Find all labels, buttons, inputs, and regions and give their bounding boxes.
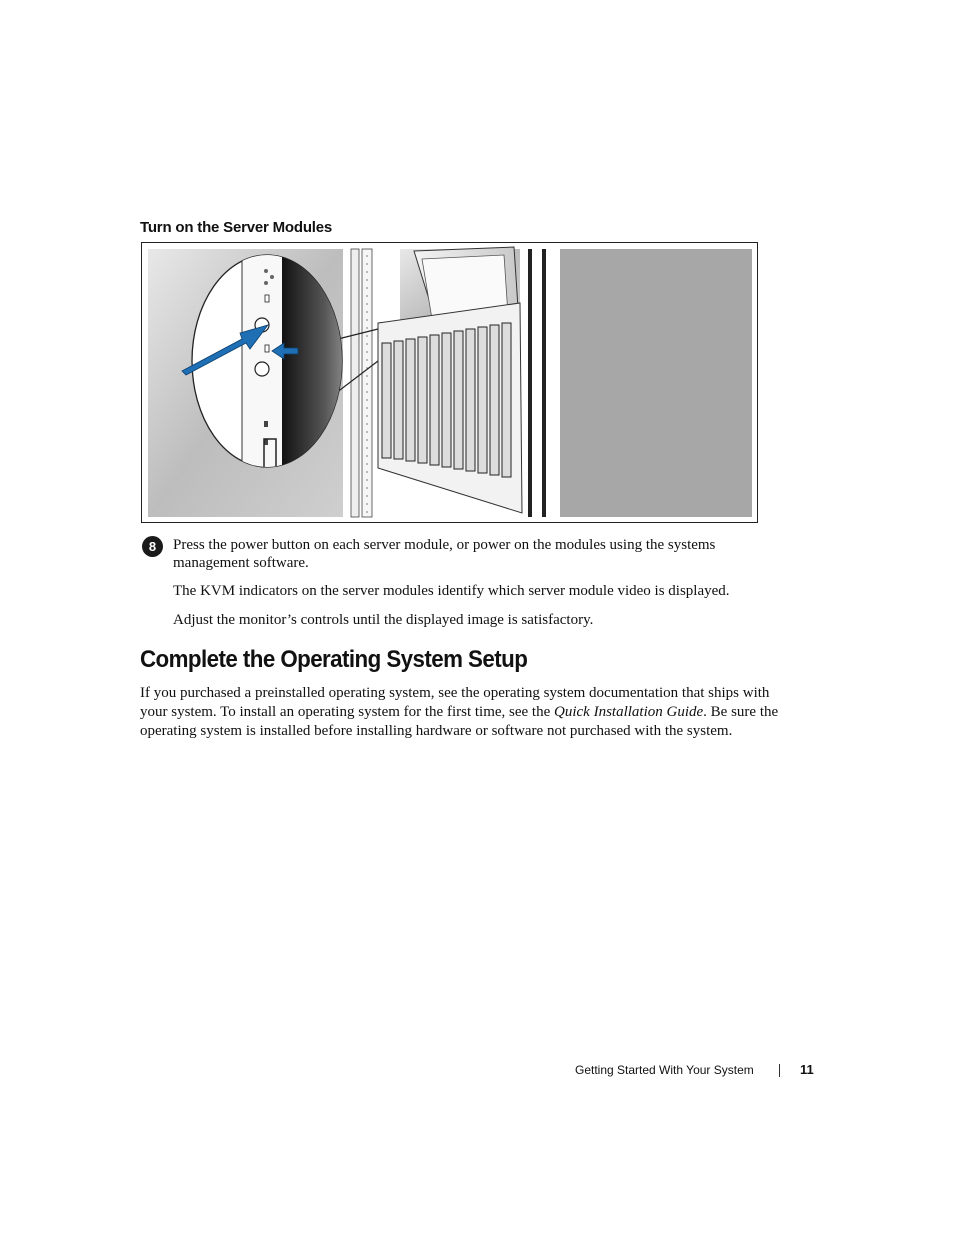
- step-number-badge: 8: [142, 536, 163, 557]
- page-number: 11: [800, 1062, 814, 1077]
- os-setup-text-1: If you purchased a preinstalled operating system, see the operating system documentation that ships with your system. To install an operating system for the first time, see the: [140, 685, 770, 720]
- blade-server-illustration: [142, 243, 759, 524]
- quick-installation-guide-title: Quick Installation Guide: [554, 704, 704, 720]
- os-setup-text-2: . Be sure the operating system is installed before installing hardware or software not purchased with the system.: [140, 704, 779, 739]
- footer-title: Getting Started With Your System: [575, 1063, 754, 1077]
- step-instruction: Press the power button on each server module, or power on the modules using the systems management software.: [173, 537, 716, 571]
- monitor-note: Adjust the monitor’s controls until the displayed image is satisfactory.: [173, 612, 594, 628]
- server-modules-figure: [141, 242, 758, 523]
- footer-divider: [779, 1064, 780, 1077]
- subsection-title: Turn on the Server Modules: [140, 219, 333, 236]
- section-heading: Complete the Operating System Setup: [140, 646, 528, 673]
- page-footer: [560, 1061, 820, 1081]
- os-setup-paragraph: [140, 684, 795, 741]
- kvm-note: The KVM indicators on the server modules identify which server module video is displayed.: [173, 583, 730, 599]
